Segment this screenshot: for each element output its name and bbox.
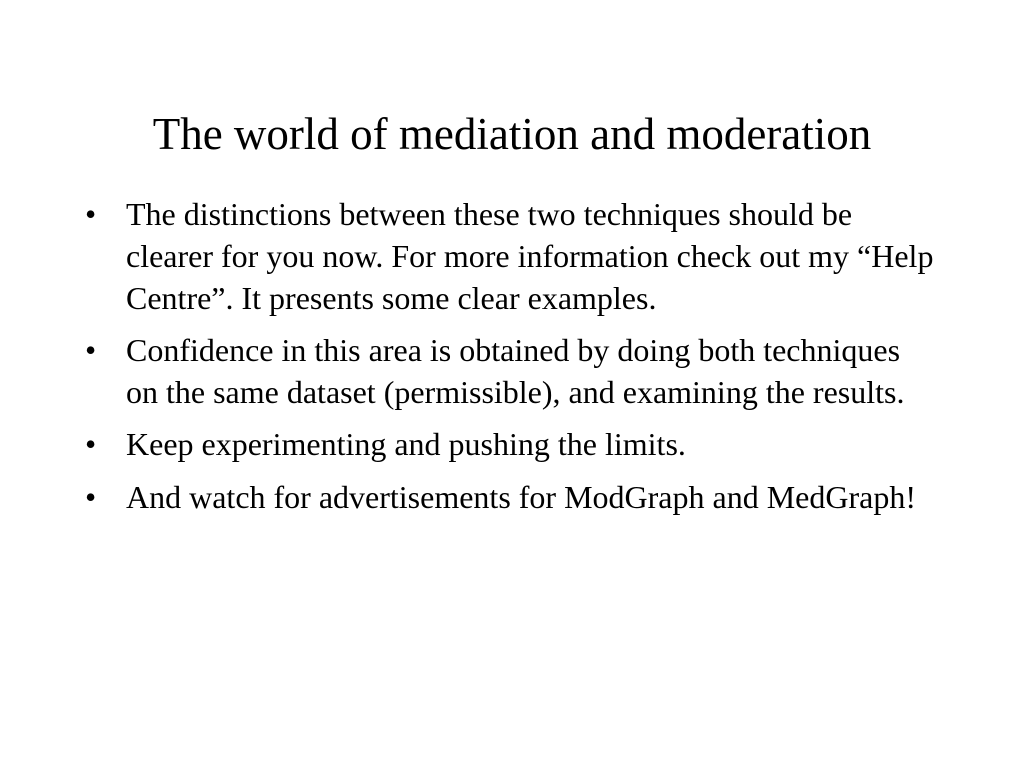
bullet-list — [85, 193, 935, 528]
bullet-text: Confidence in this area is obtained by doing both techniques on the same dataset (permissible), and examining the results. — [126, 332, 905, 410]
bullet-item — [85, 476, 935, 518]
bullet-icon: • — [85, 426, 97, 462]
bullet-text: Keep experimenting and pushing the limits. — [126, 426, 686, 462]
bullet-icon: • — [85, 332, 97, 368]
bullet-icon: • — [85, 479, 97, 515]
bullet-text: The distinctions between these two techniques should be clearer for you now. For more information check out my “Help Centre”. It presents some clear examples. — [126, 196, 934, 316]
bullet-icon: • — [85, 196, 97, 232]
slide-title: The world of mediation and moderation — [152, 109, 872, 159]
bullet-item — [85, 423, 935, 465]
bullet-text: And watch for advertisements for ModGraph and MedGraph! — [126, 479, 916, 515]
bullet-item — [85, 329, 935, 413]
bullet-item — [85, 193, 935, 319]
